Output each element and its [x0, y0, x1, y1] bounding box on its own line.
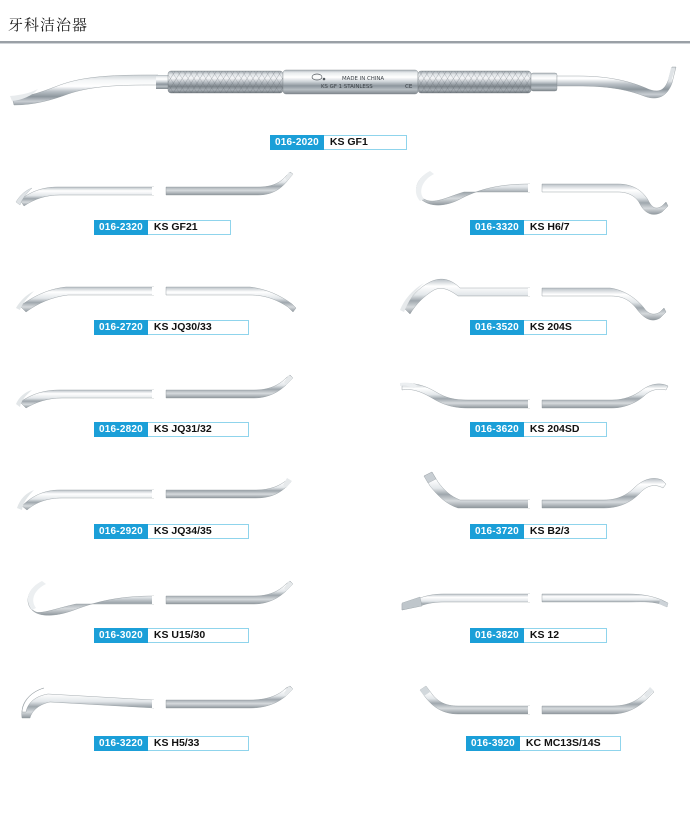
product-name: KS JQ30/33	[148, 320, 249, 335]
label-featured	[270, 135, 407, 150]
product-name: KS U15/30	[148, 628, 249, 643]
product-code: 016-3520	[470, 320, 524, 335]
product-code: 016-3920	[466, 736, 520, 751]
product-code: 016-2920	[94, 524, 148, 539]
instrument-016-2920	[14, 476, 334, 564]
product-name: KS JQ31/32	[148, 422, 249, 437]
instrument-016-2720	[14, 272, 334, 360]
instrument-016-3720	[398, 470, 688, 558]
product-name: KS B2/3	[524, 524, 607, 539]
instrument-016-3820	[398, 578, 688, 666]
product-name: KS H6/7	[524, 220, 607, 235]
product-name: KS H5/33	[148, 736, 249, 751]
product-code: 016-2820	[94, 422, 148, 437]
label-016-3620	[470, 422, 607, 437]
instrument-illustration-016-3920	[398, 684, 678, 744]
product-name: KS 204S	[524, 320, 607, 335]
instrument-016-3020	[14, 578, 334, 666]
instrument-016-2320	[14, 170, 334, 258]
product-code: 016-3720	[470, 524, 524, 539]
instrument-016-3320	[398, 170, 688, 258]
label-016-3920	[466, 736, 621, 751]
product-code: 016-2720	[94, 320, 148, 335]
label-016-3720	[470, 524, 607, 539]
instrument-016-3520	[398, 272, 688, 360]
label-016-3020	[94, 628, 249, 643]
engraving-ce-mark: CE	[405, 84, 413, 90]
product-name: KS 204SD	[524, 422, 607, 437]
header-divider-secondary	[0, 43, 690, 44]
engraving-line-1: MADE IN CHINA	[342, 76, 385, 82]
product-code: 016-3220	[94, 736, 148, 751]
product-code: 016-2020	[270, 135, 324, 150]
label-016-3520	[470, 320, 607, 335]
product-code: 016-3820	[470, 628, 524, 643]
engraving-line-2: KS GF 1 STAINLESS	[321, 84, 373, 90]
label-016-3220	[94, 736, 249, 751]
label-016-3320	[470, 220, 607, 235]
label-016-2820	[94, 422, 249, 437]
instrument-016-3620	[398, 374, 688, 462]
instrument-illustration-016-3220	[14, 684, 314, 744]
page-header	[0, 0, 690, 44]
instrument-016-2820	[14, 374, 334, 462]
label-016-2720	[94, 320, 249, 335]
product-name: KS GF21	[148, 220, 231, 235]
product-name: KC MC13S/14S	[520, 736, 621, 751]
instrument-featured	[8, 55, 682, 165]
product-code: 016-3320	[470, 220, 524, 235]
product-name: KS JQ34/35	[148, 524, 249, 539]
product-name: KS 12	[524, 628, 607, 643]
instrument-016-3920	[398, 684, 688, 772]
product-code: 016-3620	[470, 422, 524, 437]
product-code: 016-3020	[94, 628, 148, 643]
product-name: KS GF1	[324, 135, 407, 150]
instrument-illustration-featured	[8, 55, 682, 130]
label-016-3820	[470, 628, 607, 643]
label-016-2320	[94, 220, 231, 235]
product-code: 016-2320	[94, 220, 148, 235]
instrument-016-3220	[14, 684, 334, 772]
label-016-2920	[94, 524, 249, 539]
page-title: 牙科洁治器	[8, 16, 89, 34]
